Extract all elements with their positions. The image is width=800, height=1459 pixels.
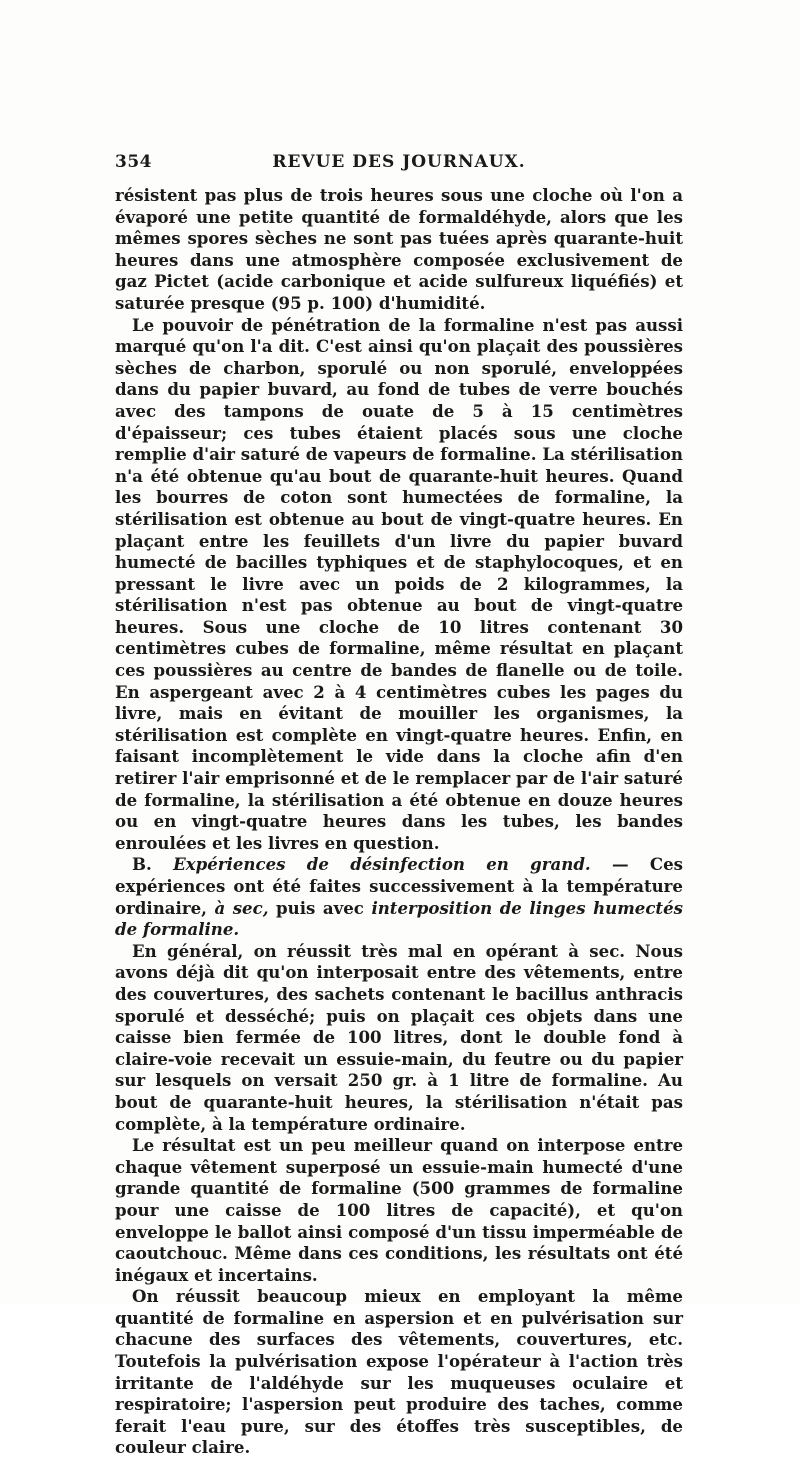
page-number: 354 xyxy=(115,152,152,172)
running-title: REVUE DES JOURNAUX. xyxy=(272,152,526,172)
section-title: Expériences de désinfection en grand. xyxy=(173,854,591,875)
body-text xyxy=(115,185,683,1459)
paragraph-interposed-linen: Le résultat est un peu meilleur quand on interpose entre chaque vêtement superposé un essuie-main humecté d'une grande quantité de formaline (500 grammes de formaline pour une caisse de 100 litres de capacité), et qu'on enveloppe le ballot ainsi composé d'un tissu imperméable de caoutchouc. Même dans ces conditions, les résultats ont été inégaux et incertains. xyxy=(115,1135,683,1285)
paragraph-section-b xyxy=(115,854,683,940)
section-italic-a: à sec, xyxy=(214,897,269,918)
section-italic-b: interposition de linges humectés de formaline. xyxy=(115,897,683,940)
section-text-b: puis avec xyxy=(268,897,372,918)
paragraph-continuation: résistent pas plus de trois heures sous une cloche où l'on a évaporé une petite quantité de formaldéhyde, alors que les mêmes spores sèches ne sont pas tuées après quarante-huit heures dans une atmosphère composée exclusivement de gaz Pictet (acide carbonique et acide sulfureux liquéfiés) et saturée presque (95 p. 100) d'humidité. xyxy=(115,185,683,313)
section-prefix: B. xyxy=(132,854,174,875)
paragraph-dry-method: En général, on réussit très mal en opérant à sec. Nous avons déjà dit qu'on interposait entre des vêtements, entre des couvertures, des sachets contenant le bacillus anthracis sporulé et desséché; puis on plaçait ces objets dans une caisse bien fermée de 100 litres, dont le double fond à claire-voie recevait un essuie-main, du feutre ou du papier sur lesquels on versait 250 gr. à 1 litre de formaline. Au bout de quarante-huit heures, la stérilisation n'était pas complète, à la température ordinaire. xyxy=(115,940,683,1134)
paragraph-aspersion: On réussit beaucoup mieux en employant la même quantité de formaline en aspersion et en pulvérisation sur chacune des surfaces des vêtements, couvertures, etc. Toutefois la pulvérisation expose l'opérateur à l'action très irritante de l'aldéhyde sur les muqueuses oculaire et respiratoire; l'aspersion peut produire des taches, comme ferait l'eau pure, sur des étoffes très susceptibles, de couleur claire. xyxy=(115,1286,683,1458)
section-text-a: — Ces expériences ont été faites successivement à la température ordinaire, xyxy=(115,854,683,918)
paragraph-penetration: Le pouvoir de pénétration de la formaline n'est pas aussi marqué qu'on l'a dit. C'est ainsi qu'on plaçait des poussières sèches de charbon, sporulé ou non sporulé, enveloppées dans du papier buvard, au fond de tubes de verre bouchés avec des tampons de ouate de 5 à 15 centimètres d'épaisseur; ces tubes étaient placés sous une cloche remplie d'air saturé de vapeurs de formaline. La stérilisation n'a été obtenue qu'au bout de quarante-huit heures. Quand les bourres de coton sont humectées de formaline, la stérilisation est obtenue au bout de vingt-quatre heures. En plaçant entre les feuillets d'un livre du papier buvard humecté de bacilles typhiques et de staphylocoques, et en pressant le livre avec un poids de 2 kilogrammes, la stérilisation n'est pas obtenue au bout de vingt-quatre heures. Sous une cloche de 10 litres contenant 30 centimètres cubes de formaline, même résultat en plaçant ces poussières au centre de bandes de flanelle ou de toile. En aspergeant avec 2 à 4 centimètres cubes les pages du livre, mais en évitant de mouiller les organismes, la stérilisation est complète en vingt-quatre heures. Enfin, en faisant incomplètement le vide dans la cloche afin d'en retirer l'air emprisonné et de le remplacer par de l'air saturé de formaline, la stérilisation a été obtenue en douze heures ou en vingt-quatre heures dans les tubes, les bandes enroulées et les livres en question. xyxy=(115,314,683,853)
page-header xyxy=(115,152,683,178)
